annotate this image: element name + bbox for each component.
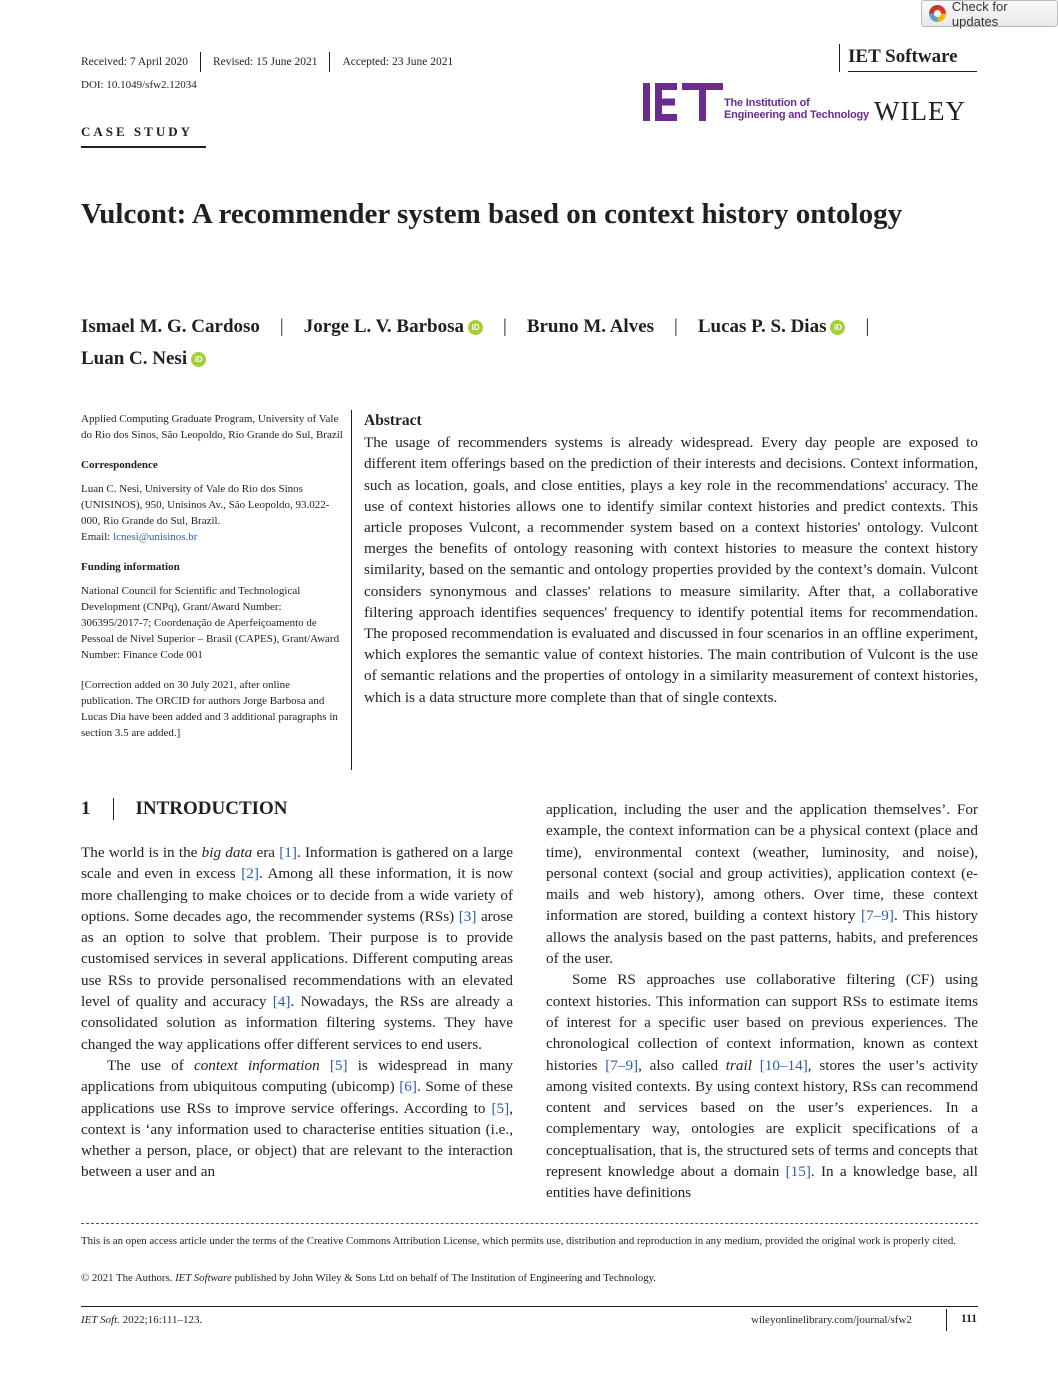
section-title: INTRODUCTION bbox=[135, 798, 288, 819]
author-name-text: Lucas P. S. Dias bbox=[697, 316, 827, 337]
accepted-date: Accepted: 23 June 2021 bbox=[342, 56, 454, 68]
article-history bbox=[81, 52, 465, 72]
paragraph: Some RS approaches use collaborative filtering (CF) using context histories. This information can support RSs to estimate items of interest for a specific user based on previous experiences. The chronological collection of context information, known as context histories [7–9], also called trail [10–14], stores the user’s activity among visited contexts. By using context history, RSs can recommend content and services based on the user’s experiences. In a complementary way, ontologies are explicit specifications of a conceptualisation, that is, the structured sets of terms and concepts that represent knowledge about a domain [15]. In a knowledge base, all entities have definitions bbox=[546, 971, 979, 1202]
section-heading bbox=[81, 798, 288, 820]
citation-link[interactable]: [7–9] bbox=[861, 907, 894, 925]
author-divider: | bbox=[279, 316, 284, 337]
abstract-heading: Abstract bbox=[364, 412, 422, 429]
journal-divider bbox=[839, 44, 840, 72]
paragraph: The use of context information [5] is widespread in many applications from ubiquitous computing (ubicomp) [6]. Some of these applications use RSs to improve service offerings. According to [5], context is ‘any information used to characterise entities situation (i.e., whether a person, place, or object) that are relevant to the interaction between a user and an bbox=[81, 1056, 513, 1181]
abstract bbox=[364, 410, 978, 708]
citation-link[interactable]: [5] bbox=[329, 1056, 348, 1074]
footer-url[interactable]: wileyonlinelibrary.com/journal/sfw2 bbox=[751, 1314, 912, 1326]
check-for-updates-label: Check for updates bbox=[951, 0, 1008, 29]
section-number: 1 bbox=[81, 798, 91, 819]
revised-date: Revised: 15 June 2021 bbox=[213, 56, 318, 68]
citation-link[interactable]: [3] bbox=[458, 907, 477, 925]
sidebar-divider bbox=[351, 410, 352, 770]
abstract-text: The usage of recommenders systems is already widespread. Every day people are exposed to different item offerings based on the prediction of their interests and decisions. Context information, such as location, goals, and close entities, plays a key role in the recommendations' accuracy. The use of context histories allows one to identify similar context histories and predict contexts. This article proposes Vulcont, a recommender system based on a context histories' ontology. Vulcont merges the benefits of ontology reasoning with context histories to measure the context history similarity, based on the semantic and ontology properties provided by the context’s domain. Vulcont considers synonymous and classes' relations to measure similarity. After that, a collaborative filtering approach identifies sequences' frequency to identify potential items for recommendation. The proposed recommendation is evaluated and discussed in four scenarios in an offline experiment, which explores the semantic value of context histories. The main contribution of Vulcont is the use of semantic relations and the properties of ontology in a similarity measurement of context histories, which is a data structure more complete than that of single contexts. bbox=[364, 434, 978, 706]
footer-divider bbox=[81, 1306, 978, 1307]
author-name[interactable]: Bruno M. Alves bbox=[526, 316, 655, 337]
license-note: This is an open access article under the terms of the Creative Commons Attribution License, which permits use, distribution and reproduction in any medium, provided the original work is properly cited. bbox=[81, 1235, 956, 1247]
footnote-divider bbox=[81, 1223, 978, 1224]
citation-link[interactable]: [4] bbox=[272, 993, 291, 1011]
article-title: Vulcont: A recommender system based on context history ontology bbox=[81, 198, 903, 230]
page-number: 111 bbox=[961, 1313, 977, 1325]
article-type-underline bbox=[81, 146, 206, 148]
doi: DOI: 10.1049/sfw2.12034 bbox=[81, 79, 197, 91]
author-name[interactable] bbox=[698, 311, 846, 343]
funding-heading: Funding information bbox=[81, 561, 180, 573]
footer-page-divider bbox=[946, 1309, 947, 1331]
journal-title: IET Software bbox=[848, 46, 958, 67]
email-label: Email: bbox=[81, 531, 114, 543]
citation-link[interactable]: [2] bbox=[241, 865, 259, 883]
crossmark-icon bbox=[929, 5, 946, 22]
body-column-left bbox=[81, 842, 513, 1183]
author-name[interactable]: Ismael M. G. Cardoso bbox=[81, 316, 260, 337]
citation-link[interactable]: [10–14] bbox=[759, 1056, 808, 1074]
received-date: Received: 7 April 2020 bbox=[81, 56, 188, 68]
section-divider bbox=[113, 798, 114, 820]
check-for-updates-button[interactable] bbox=[921, 0, 1058, 27]
orcid-icon[interactable]: iD bbox=[468, 320, 483, 335]
author-name-text: Luan C. Nesi bbox=[81, 348, 188, 369]
author-divider: | bbox=[865, 316, 870, 337]
author-name-text: Jorge L. V. Barbosa bbox=[303, 316, 465, 337]
iet-name bbox=[724, 97, 869, 121]
citation-link[interactable]: [5] bbox=[491, 1099, 510, 1117]
citation-link[interactable]: [6] bbox=[399, 1078, 417, 1096]
author-list bbox=[81, 311, 981, 375]
author-name[interactable] bbox=[81, 343, 206, 375]
iet-name-line1: The Institution of bbox=[724, 97, 810, 109]
citation-link[interactable]: [15] bbox=[785, 1163, 811, 1181]
sidebar bbox=[81, 411, 343, 755]
iet-name-line2: Engineering and Technology bbox=[724, 109, 869, 121]
paragraph: application, including the user and the application themselves’. For example, the context information can be a physical context (place and time), environmental context (weather, luminosity, and noise), personal context (social and group activities), application context (e-mails and web history), among others. Over time, these context information are stored, building a context history [7–9]. This history allows the analysis based on the past patterns, habits, and preferences of the user. bbox=[546, 801, 978, 968]
correspondence-heading: Correspondence bbox=[81, 459, 158, 471]
citation-link[interactable]: [1] bbox=[279, 844, 297, 861]
correction-note: [Correction added on 30 July 2021, after online publication. The ORCID for authors Jorge Barbosa and Lucas Dia have been added and 3 additional paragraphs in section 3.5 are added.] bbox=[81, 679, 338, 739]
journal-underline bbox=[848, 71, 977, 72]
wiley-logo: WILEY bbox=[874, 96, 966, 126]
author-divider: | bbox=[503, 316, 507, 337]
iet-logo-icon bbox=[643, 83, 723, 121]
affiliation: Applied Computing Graduate Program, University of Vale do Rio dos Sinos, São Leopoldo, Rio Grande do Sul, Brazil bbox=[81, 413, 343, 441]
footer-citation: IET Soft. 2022;16:111–123. bbox=[81, 1314, 203, 1326]
funding-text: National Council for Scientific and Technological Development (CNPq), Grant/Award Number: 306395/2017-7; Coordenação de Aperfeiçoamento de Pessoal de Nível Superior – Brasil (CAPES), Grant/Award Number: Finance Code 001 bbox=[81, 585, 340, 661]
author-name[interactable] bbox=[304, 311, 483, 343]
email-link[interactable]: lcnesi@unisinos.br bbox=[113, 531, 198, 543]
body-column-right bbox=[546, 799, 978, 1204]
paragraph: The world is in the big data era [1]. Information is gathered on a large scale and even in excess [2]. Among all these information, it is now more challenging to make choices or to decide from a wide variety of options. Some decades ago, the recommender systems (RSs) [3] arose as an option to solve that problem. Their purpose is to provide customised services in several applications. Different computing areas use RSs to provide personalised recommendations with an elevated level of quality and accuracy [4]. Nowadays, the RSs are already a consolidated solution as information filtering systems. They have changed the way applications offer different services to end users. bbox=[81, 844, 513, 1053]
orcid-icon[interactable]: iD bbox=[830, 320, 845, 335]
copyright-note: © 2021 The Authors. IET Software published by John Wiley & Sons Ltd on behalf of The Institution of Engineering and Technology. bbox=[81, 1272, 657, 1284]
article-type: CASE STUDY bbox=[81, 124, 193, 139]
citation-link[interactable]: [7–9] bbox=[605, 1056, 639, 1074]
correspondence-text: Luan C. Nesi, University of Vale do Rio dos Sinos (UNISINOS), 950, Unisinos Av., São Leopoldo, 93.022-000, Rio Grande do Sul, Brazil. bbox=[81, 483, 330, 527]
author-divider: | bbox=[674, 316, 678, 337]
orcid-icon[interactable]: iD bbox=[191, 352, 206, 367]
